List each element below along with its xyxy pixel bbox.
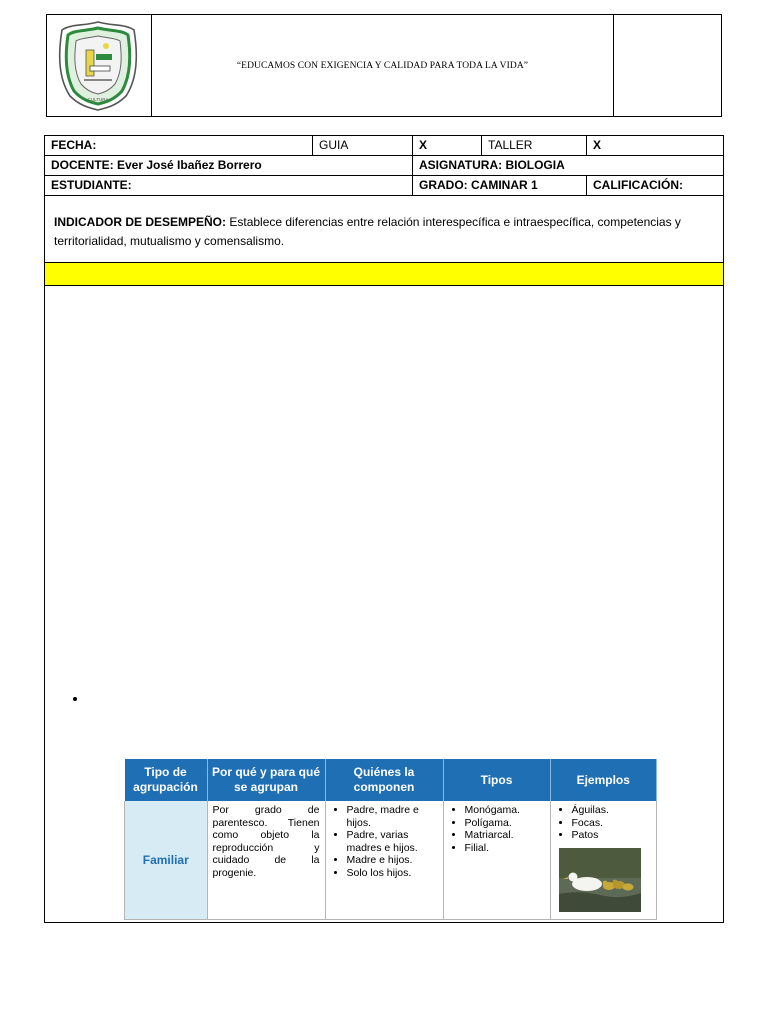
- list-item: • Águilas.: [572, 804, 652, 817]
- list-item: • Polígama.: [465, 817, 545, 830]
- cell-quienes: [325, 801, 443, 919]
- header-porque: Por qué y para qué se agrupan: [207, 759, 325, 801]
- grouping-table: [124, 759, 657, 920]
- taller-label: TALLER: [482, 136, 587, 156]
- taller-mark: X: [587, 136, 724, 156]
- header-ejemplos: Ejemplos: [550, 759, 657, 801]
- school-crest-logo: [46, 14, 150, 115]
- calificacion-field: CALIFICACIÓN:: [587, 176, 724, 196]
- highlight-bar: [44, 262, 724, 286]
- header-tipo: Tipo de agrupación: [125, 759, 208, 801]
- logo-caption: CULTURA: [87, 97, 109, 102]
- motto-cell: [152, 14, 614, 117]
- guia-mark: X: [413, 136, 482, 156]
- indicator-label: INDICADOR DE DESEMPEÑO:: [54, 215, 227, 229]
- logo-cell: [46, 14, 152, 117]
- fecha-field: FECHA:: [45, 136, 313, 156]
- header-quienes: Quiénes la componen: [325, 759, 443, 801]
- grado-field: GRADO: CAMINAR 1: [413, 176, 587, 196]
- list-item: • Padre, madre e hijos.: [347, 804, 438, 829]
- list-item: • Patos: [572, 829, 652, 842]
- guia-label: GUIA: [313, 136, 413, 156]
- indicator-text: Establece diferencias entre relación interespecífica e intraespecífica, competencias y territorialidad, mutualismo y comensalismo.: [54, 215, 681, 248]
- info-table: [44, 135, 724, 196]
- docente-field: DOCENTE: Ever José Ibañez Borrero: [45, 156, 413, 176]
- table-header-row: [125, 759, 657, 801]
- school-motto: “EDUCAMOS CON EXIGENCIA Y CALIDAD PARA TODA LA VIDA”: [236, 60, 529, 71]
- header-tipos: Tipos: [443, 759, 550, 801]
- performance-indicator: [44, 193, 724, 263]
- list-item: • Madre e hijos.: [347, 854, 438, 867]
- cell-porque: Por grado de parentesco. Tienen como objeto la reproducción y cuidado de la progenie.: [207, 801, 325, 919]
- asignatura-field: ASIGNATURA: BIOLOGIA: [413, 156, 724, 176]
- list-item: • Padre, varias madres e hijos.: [347, 829, 438, 854]
- cell-tipos: [443, 801, 550, 919]
- estudiante-field: ESTUDIANTE:: [45, 176, 413, 196]
- cell-tipo: Familiar: [125, 801, 208, 919]
- list-item: • Monógama.: [465, 804, 545, 817]
- duck-photo: [559, 848, 641, 912]
- list-item: • Matriarcal.: [465, 829, 545, 842]
- list-item: • Filial.: [465, 842, 545, 855]
- list-item: • Focas.: [572, 817, 652, 830]
- cell-ejemplos: [550, 801, 657, 919]
- table-row: [125, 801, 657, 919]
- bullet-point: [73, 697, 77, 701]
- list-item: • Solo los hijos.: [347, 867, 438, 880]
